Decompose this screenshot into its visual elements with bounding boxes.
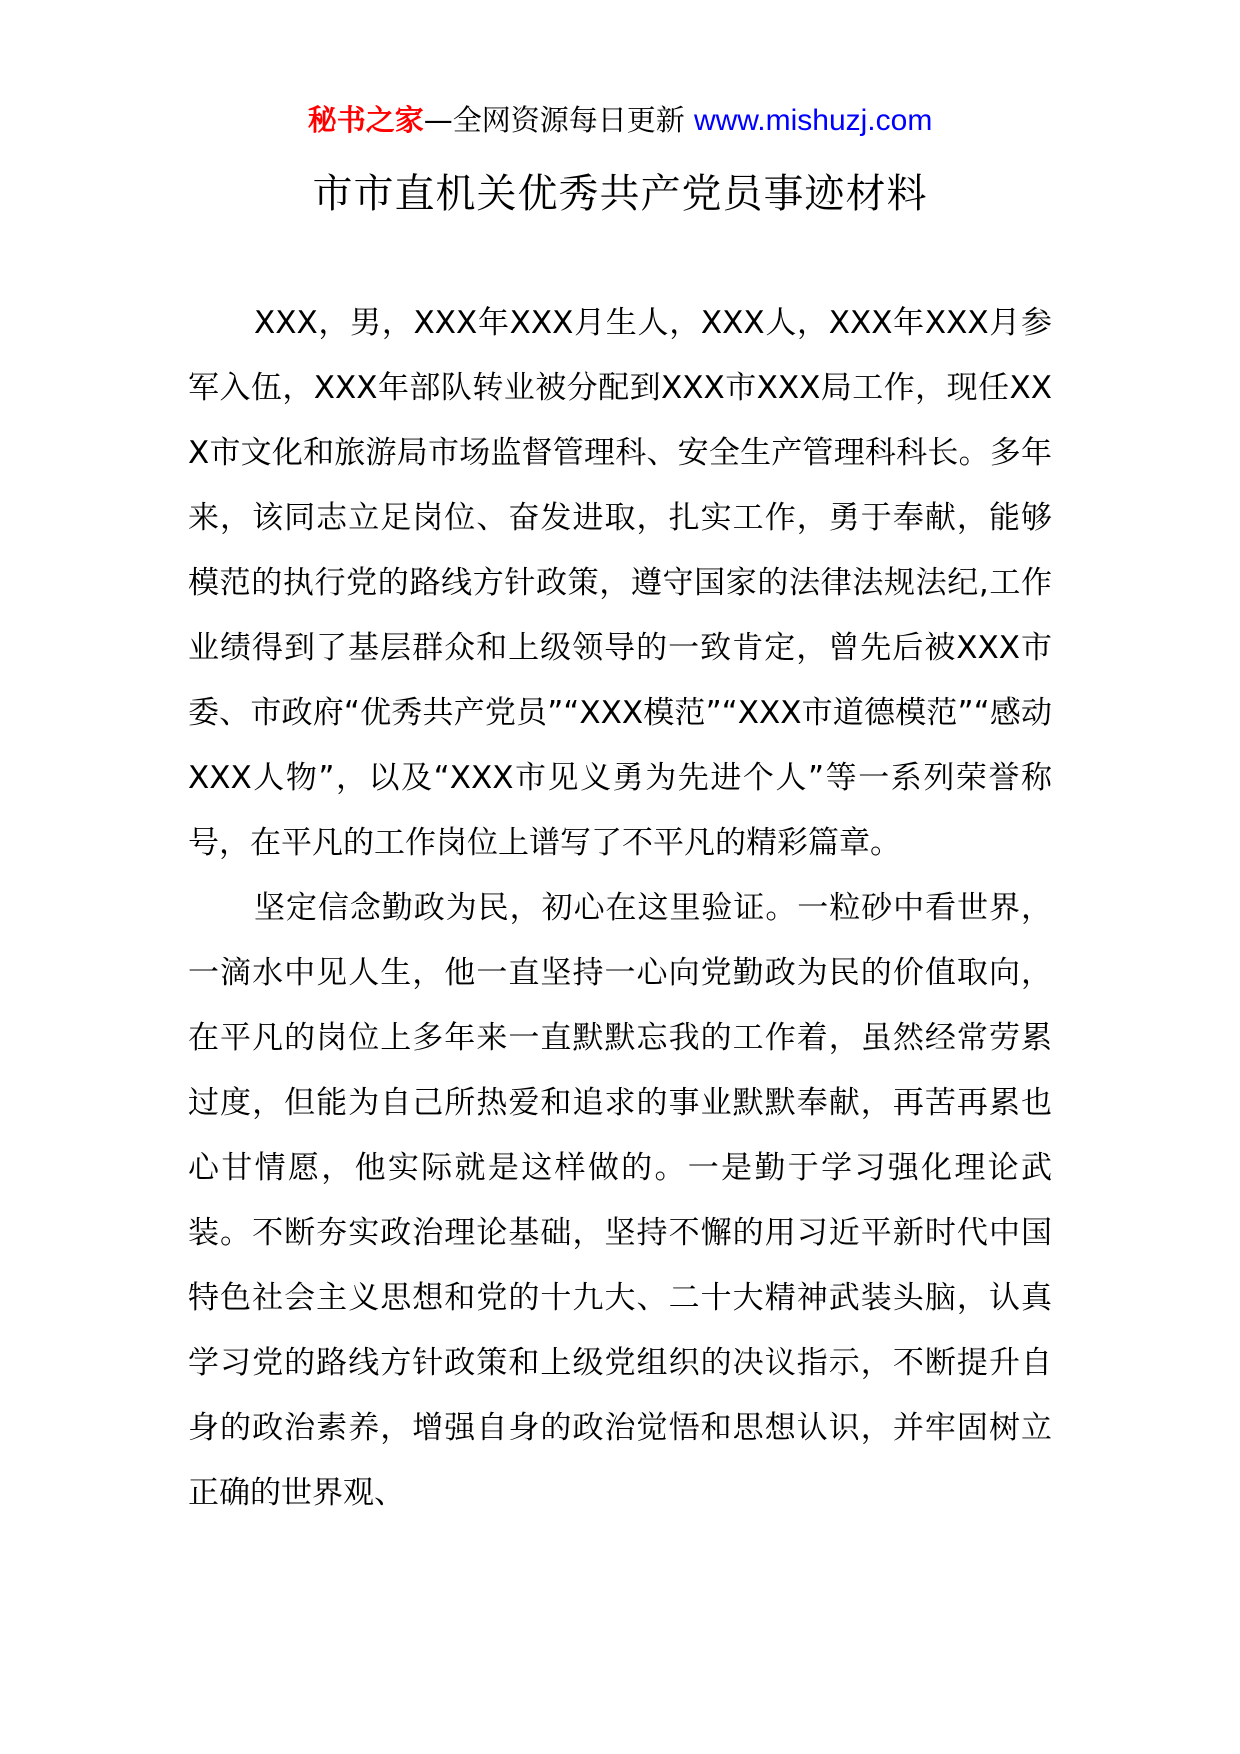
site-url-link[interactable]: www.mishuzj.com <box>693 104 933 137</box>
site-header <box>0 100 1240 141</box>
brand-name: 秘书之家 <box>307 103 424 137</box>
header-tagline: —全网资源每日更新 <box>423 103 685 137</box>
paragraph-1: XXX，男，XXX年XXX月生人，XXX人，XXX年XXX月参军入伍，XXX年部队转业被分配到XXX市XXX局工作，现任XXX市文化和旅游局市场监督管理科、安全生产管理科科长。多年来，该同志立足岗位、奋发进取，扎实工作，勇于奉献，能够模范的执行党的路线方针政策，遵守国家的法律法规法纪,工作业绩得到了基层群众和上级领导的一致肯定，曾先后被XXX市委、市政府“优秀共产党员”“XXX模范”“XXX市道德模范”“感动XXX人物”，以及“XXX市见义勇为先进个人”等一系列荣誉称号，在平凡的工作岗位上谱写了不平凡的精彩篇章。 <box>188 305 1052 861</box>
document-body <box>188 291 1052 1526</box>
paragraph-2: 坚定信念勤政为民，初心在这里验证。一粒砂中看世界，一滴水中见人生，他一直坚持一心向党勤政为民的价值取向，在平凡的岗位上多年来一直默默忘我的工作着，虽然经常劳累过度，但能为自己所热爱和追求的事业默默奉献，再苦再累也心甘情愿，他实际就是这样做的。一是勤于学习强化理论武装。不断夯实政治理论基础，坚持不懈的用习近平新时代中国特色社会主义思想和党的十九大、二十大精神武装头脑，认真学习党的路线方针政策和上级党组织的决议指示，不断提升自身的政治素养，增强自身的政治觉悟和思想认识，并牢固树立正确的世界观、 <box>188 890 1052 1511</box>
document-title: 市市直机关优秀共产党员事迹材料 <box>312 171 928 217</box>
